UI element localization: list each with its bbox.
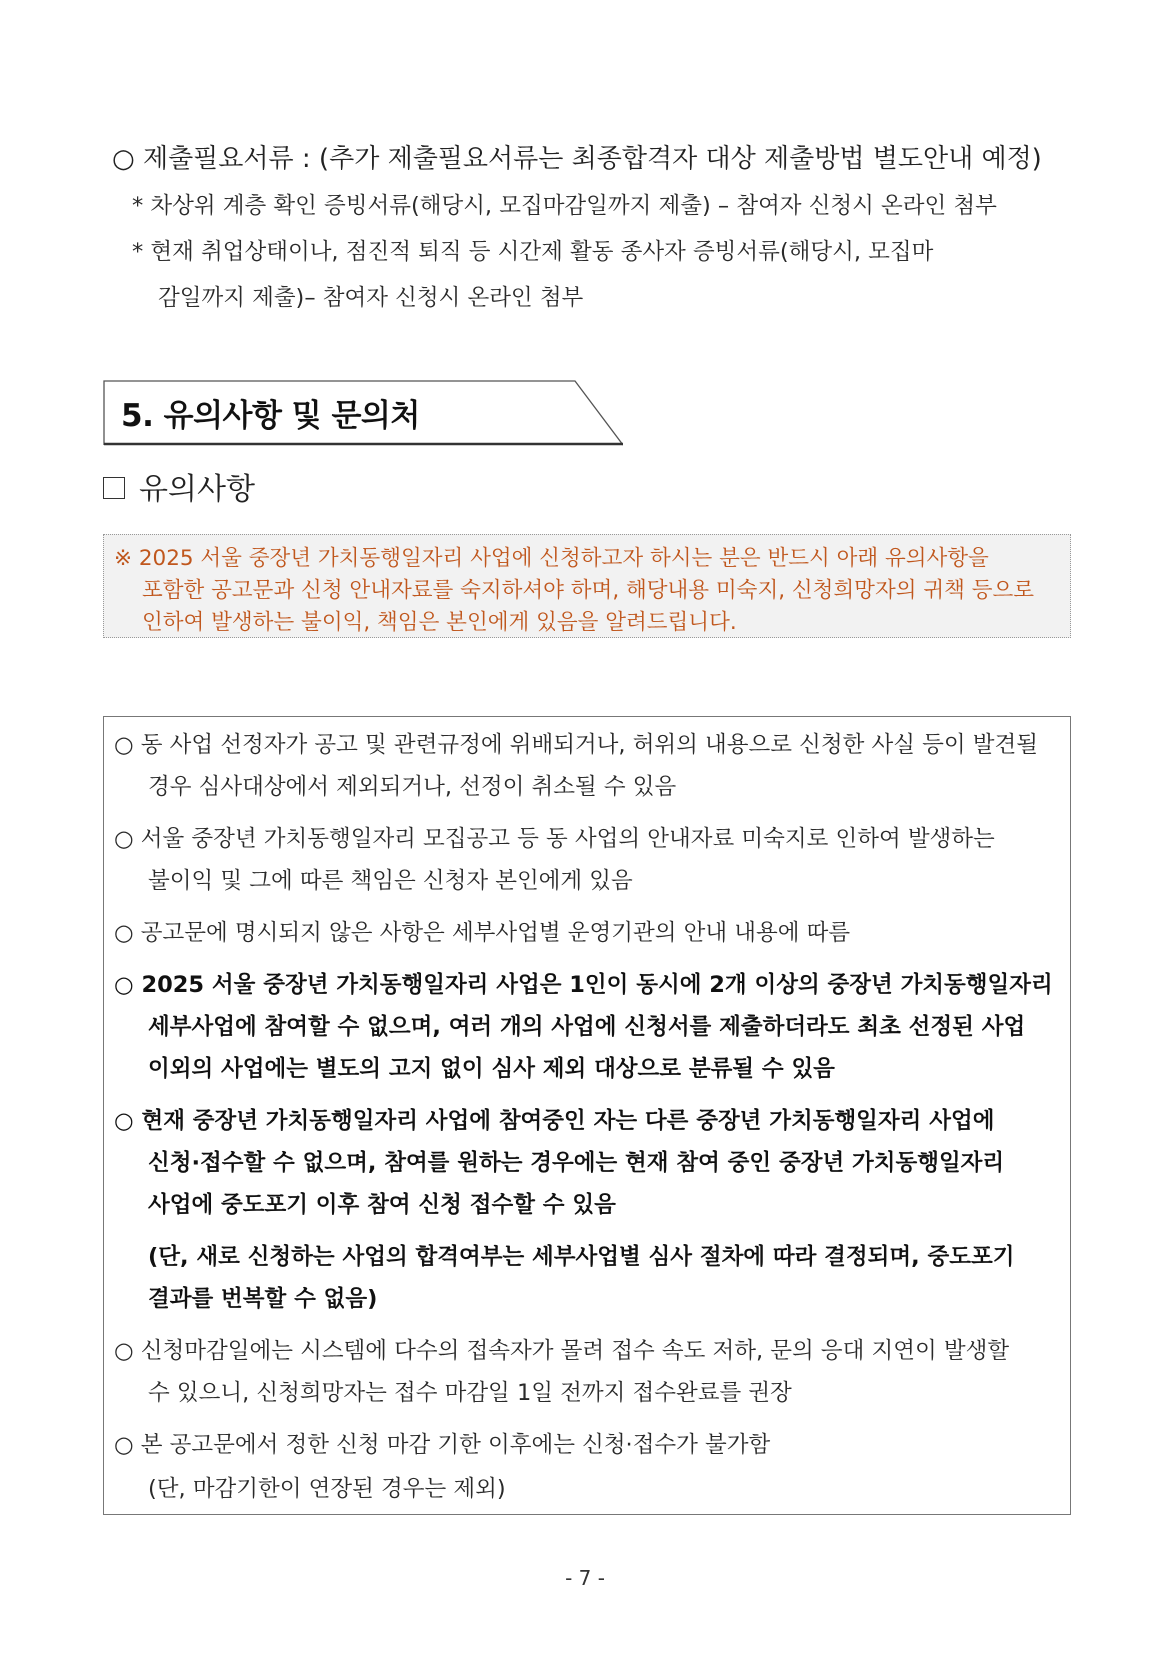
subheading-label: 유의사항 <box>139 472 255 507</box>
caution-item-1-line-1: ○ 동 사업 선정자가 공고 및 관련규정에 위배되거나, 허위의 내용으로 신청한 사실 등이 발견될 <box>114 732 1038 758</box>
caution-item-3-line-1: ○ 공고문에 명시되지 않은 사항은 세부사업별 운영기관의 안내 내용에 따름 <box>114 920 851 946</box>
subheading <box>103 464 255 508</box>
required-docs-line-3: 감일까지 제출)– 참여자 신청시 온라인 첨부 <box>158 285 584 311</box>
notice-line-3: 인하여 발생하는 불이익, 책임은 본인에게 있음을 알려드립니다. <box>142 610 737 635</box>
caution-item-5-line-3: 사업에 중도포기 이후 참여 신청 접수할 수 있음 <box>148 1192 616 1218</box>
caution-item-5-line-5: 결과를 번복할 수 없음) <box>148 1286 378 1312</box>
caution-item-4-line-1: ○ 2025 서울 중장년 가치동행일자리 사업은 1인이 동시에 2개 이상의 중장년 가치동행일자리 <box>114 972 1053 998</box>
caution-item-4-line-2: 세부사업에 참여할 수 없으며, 여러 개의 사업에 신청서를 제출하더라도 최초 선정된 사업 <box>148 1014 1026 1040</box>
checkbox-icon <box>103 477 125 499</box>
section-title: 5. 유의사항 및 문의처 <box>121 398 420 434</box>
caution-item-2-line-1: ○ 서울 중장년 가치동행일자리 모집공고 등 동 사업의 안내자료 미숙지로 인하여 발생하는 <box>114 826 995 852</box>
section-header <box>103 380 623 446</box>
caution-item-2-line-2: 불이익 및 그에 따른 책임은 신청자 본인에게 있음 <box>148 868 633 894</box>
caution-item-5-line-4: (단, 새로 신청하는 사업의 합격여부는 세부사업별 심사 절차에 따라 결정되며, 중도포기 <box>148 1244 1015 1270</box>
notice-line-2: 포함한 공고문과 신청 안내자료를 숙지하셔야 하며, 해당내용 미숙지, 신청희망자의 귀책 등으로 <box>142 578 1035 603</box>
caution-item-1-line-2: 경우 심사대상에서 제외되거나, 선정이 취소될 수 있음 <box>148 774 677 800</box>
required-docs-line-2: * 현재 취업상태이나, 점진적 퇴직 등 시간제 활동 종사자 증빙서류(해당시, 모집마 <box>132 239 934 265</box>
caution-box <box>103 716 1071 1515</box>
caution-item-4-line-3: 이외의 사업에는 별도의 고지 없이 심사 제외 대상으로 분류될 수 있음 <box>148 1056 835 1082</box>
caution-item-6-line-1: ○ 신청마감일에는 시스템에 다수의 접속자가 몰려 접수 속도 저하, 문의 응대 지연이 발생할 <box>114 1338 1010 1364</box>
caution-item-5-line-2: 신청·접수할 수 없으며, 참여를 원하는 경우에는 현재 참여 중인 중장년 가치동행일자리 <box>148 1150 1005 1176</box>
notice-line-1: ※ 2025 서울 중장년 가치동행일자리 사업에 신청하고자 하시는 분은 반드시 아래 유의사항을 <box>114 546 989 571</box>
required-docs-line-1: * 차상위 계층 확인 증빙서류(해당시, 모집마감일까지 제출) – 참여자 신청시 온라인 첨부 <box>132 193 997 219</box>
caution-item-7-line-2: (단, 마감기한이 연장된 경우는 제외) <box>148 1476 506 1502</box>
caution-item-5-line-1: ○ 현재 중장년 가치동행일자리 사업에 참여중인 자는 다른 중장년 가치동행일자리 사업에 <box>114 1108 995 1134</box>
notice-box <box>103 534 1071 638</box>
caution-item-6-line-2: 수 있으니, 신청희망자는 접수 마감일 1일 전까지 접수완료를 권장 <box>148 1380 792 1406</box>
page-number: - 7 - <box>565 1566 605 1590</box>
required-docs-title: ○ 제출필요서류 : (추가 제출필요서류는 최종합격자 대상 제출방법 별도안내 예정) <box>112 144 1042 174</box>
caution-item-7-line-1: ○ 본 공고문에서 정한 신청 마감 기한 이후에는 신청·접수가 불가함 <box>114 1432 771 1458</box>
